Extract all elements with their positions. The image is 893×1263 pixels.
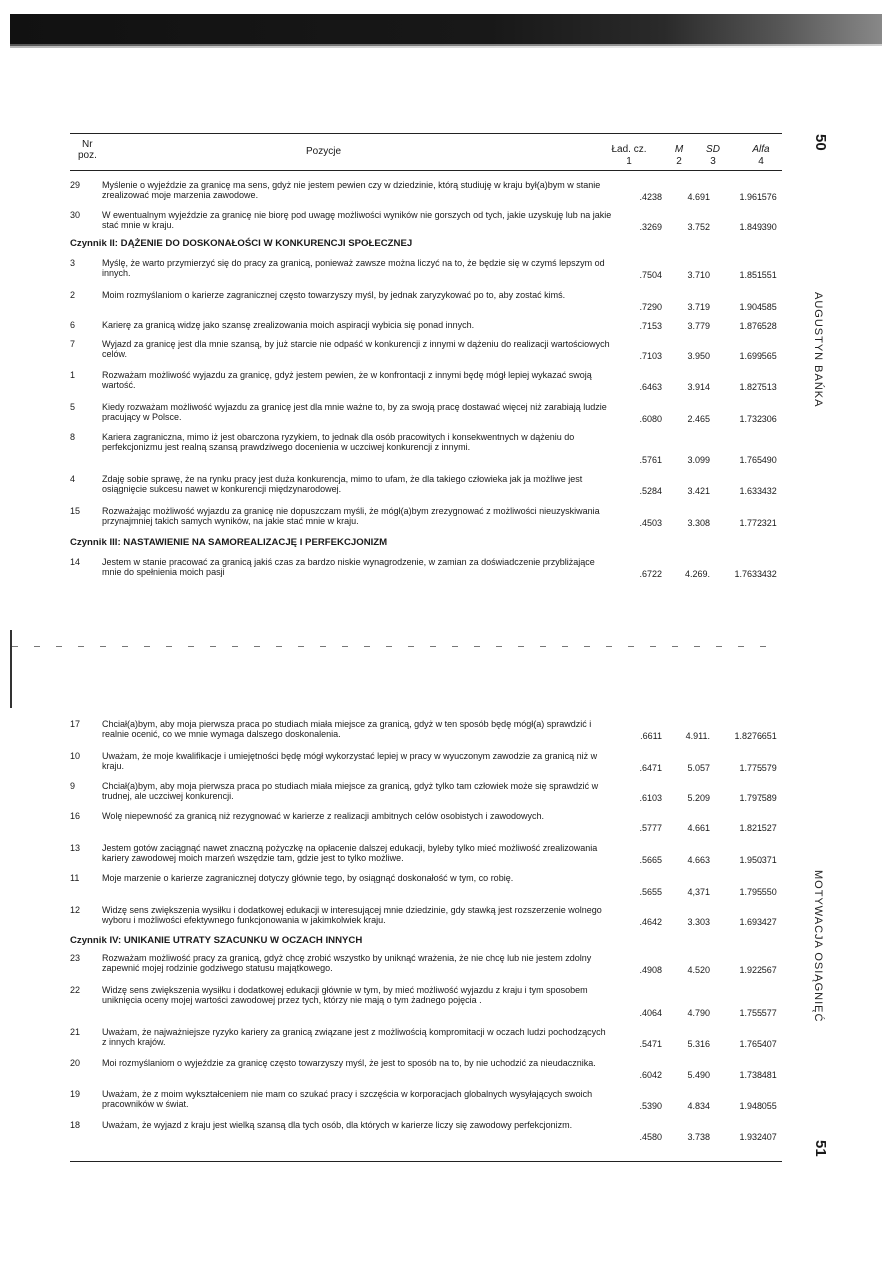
row-alpha: .567	[759, 964, 777, 975]
header-loading: Ład. cz.	[611, 144, 647, 155]
table-row	[70, 258, 782, 280]
row-alpha: .390	[759, 221, 777, 232]
row-alpha: .550	[759, 886, 777, 897]
row-mean: 3.710	[687, 269, 710, 280]
row-loading: .6463	[639, 381, 662, 392]
table-row	[70, 953, 782, 975]
row-nr: 14	[70, 557, 81, 567]
table-row	[70, 873, 782, 897]
row-text: Widzę sens zwiększenia wysiłku i dodatkowej edukacji głównie w tym, by mieć możliwość wyjazdu z kraju i tym sposobem uniknięcia oceny mojej wartości zawodowej przez tych, którzy nie mają o tym żadnego pojęcia .	[102, 985, 588, 1006]
row-mean: 3.914	[687, 381, 710, 392]
table-row	[70, 474, 782, 496]
row-text: Widzę sens zwiększenia wysiłku i dodatkowej edukacji w interesującej mnie dziedzinie, gdy stawką jest rozszerzenie wolnego wyboru i możliwości efektywnego funkcjonowania w jakimkolwiek kraju.	[102, 905, 602, 926]
row-sd: 1.950	[739, 854, 762, 865]
row-alpha: .371	[759, 854, 777, 865]
row-mean: 4.663	[687, 854, 710, 865]
row-mean: 3.303	[687, 916, 710, 927]
row-mean: 4,371	[687, 886, 710, 897]
row-nr: 23	[70, 953, 81, 963]
row-sd: 1.755	[739, 1007, 762, 1018]
row-text: Uważam, że najważniejsze ryzyko kariery za granicą związane jest z możliwością kompromitacji w oczach ludzi pochodzących z innych krajów.	[102, 1027, 606, 1048]
row-loading: .6722	[639, 568, 662, 579]
row-text: Kariera zagraniczna, mimo iż jest obarczona ryzykiem, to jednak dla osób pracowitych i konsekwentnych w dążeniu do perfekcjonizmu jest realną szansą prawdziwego docenienia w uczciwej konkurencji z innymi.	[102, 432, 575, 453]
row-alpha: .407	[759, 1131, 777, 1142]
table-row	[70, 210, 782, 232]
row-nr: 21	[70, 1027, 81, 1037]
table-row	[70, 339, 782, 361]
page-break-mark	[12, 646, 772, 647]
row-sd: 1.772	[739, 517, 762, 528]
row-alpha: .565	[759, 350, 777, 361]
table-row	[70, 402, 782, 424]
table-row	[70, 557, 782, 579]
row-sd: 1.633	[739, 485, 762, 496]
table-top-rule	[70, 133, 782, 134]
row-text: Wolę niepewność za granicą niż rezygnować w karierze z realizacji ambitnych celów osobistych i zawodowych.	[102, 811, 545, 821]
row-text: Moim rozmyślaniom o karierze zagranicznej często towarzyszy myśl, by jednak zaryzykować po to, aby zostać kimś.	[102, 290, 566, 300]
row-mean: 5.316	[687, 1038, 710, 1049]
header-poz: poz.	[78, 150, 97, 161]
row-nr: 29	[70, 180, 81, 190]
header-items: Pozycje	[306, 146, 342, 157]
row-mean: 3.950	[687, 350, 710, 361]
row-text: Rozważam możliwość pracy za granicą, gdyż chcę zrobić wszystko by uniknąć wrażenia, że nie chcę lub nie jestem zdolny zapewnić mojej rodzinie godziwego statusu majątkowego.	[102, 953, 592, 974]
row-text: Wyjazd za granicę jest dla mnie szansą, by już starcie nie odpaść w konkurencji z innymi w dążeniu do realizacji wartościowych celów.	[102, 339, 610, 360]
row-alpha: .427	[759, 916, 777, 927]
row-mean: 3.779	[687, 320, 710, 331]
row-text: Moi rozmyślaniom o wyjeździe za granicę często towarzyszy myśl, że jest to sposób na to, by nie uchodzić za nieudacznika.	[102, 1058, 596, 1068]
row-alpha: .407	[759, 1038, 777, 1049]
row-nr: 6	[70, 320, 76, 330]
row-loading: .7103	[639, 350, 662, 361]
row-text: Uważam, że wyjazd z kraju jest wielką szansą dla tych osób, dla których w karierze liczy się zawodowy perfekcjonizm.	[102, 1120, 573, 1130]
header-sd: SD	[706, 144, 720, 155]
header-m: M	[674, 144, 684, 155]
row-sd: 1.797	[739, 792, 762, 803]
row-text: Chciał(a)bym, aby moja pierwsza praca po studiach miała miejsce za granicą, gdyż w ten sposób będę mógł(a) sprawdzić i realnie ocenić, co we mnie wymaga dalszego doskonalenia.	[102, 719, 592, 740]
row-text: Myślę, że warto przymierzyć się do pracy za granicą, ponieważ zawsze można liczyć na to, że będzie się w czymś lepszym od innych.	[102, 258, 605, 279]
table-row	[70, 751, 782, 773]
row-mean: 4.834	[687, 1100, 710, 1111]
table-row	[70, 506, 782, 528]
row-alpha: .321	[759, 517, 777, 528]
row-text: Jestem w stanie pracować za granicą jakiś czas za bardzo niskie wynagrodzenie, w zamian za doświadczenie przybliżające mnie do spełnienia moich pasji	[102, 557, 595, 578]
row-nr: 9	[70, 781, 76, 791]
row-mean: 3.738	[687, 1131, 710, 1142]
row-loading: .5761	[639, 454, 662, 465]
row-text: W ewentualnym wyjeździe za granicę nie biorę pod uwagę możliwości wyników nie gorszych od tych, jakie uzyskuję lub na jakie stać mnie w kraju.	[102, 210, 612, 231]
row-loading: .7153	[639, 320, 662, 331]
table-bottom-rule	[70, 1161, 782, 1162]
row-nr: 18	[70, 1120, 81, 1130]
running-head-author: AUGUSTYN BAŃKA	[812, 292, 824, 408]
row-mean: 4.269.	[684, 568, 710, 579]
row-mean: 2.465	[687, 413, 710, 424]
row-sd: 1.876	[739, 320, 762, 331]
row-sd: 1.7633	[734, 568, 762, 579]
row-alpha: .055	[759, 1100, 777, 1111]
row-sd: 1.922	[739, 964, 762, 975]
row-mean: 3.308	[687, 517, 710, 528]
row-alpha: .585	[759, 301, 777, 312]
row-nr: 12	[70, 905, 81, 915]
page-number-bottom: 51	[812, 1140, 829, 1157]
row-sd: 1.827	[739, 381, 762, 392]
table-row	[70, 985, 782, 1018]
row-loading: .4580	[639, 1131, 662, 1142]
row-loading: .3269	[639, 221, 662, 232]
header-m-num: 2	[676, 156, 682, 167]
table-row	[70, 1089, 782, 1111]
row-nr: 13	[70, 843, 81, 853]
row-sd: 1.821	[739, 822, 762, 833]
table-row	[70, 719, 782, 741]
row-alpha: .589	[759, 792, 777, 803]
row-loading: .5471	[639, 1038, 662, 1049]
row-mean: 3.421	[687, 485, 710, 496]
factor-heading-2: Czynnik II: DĄŻENIE DO DOSKONAŁOŚCI W KONKURENCJI SPOŁECZNEJ	[70, 238, 413, 249]
row-loading: .7504	[639, 269, 662, 280]
row-text: Moje marzenie o karierze zagranicznej dotyczy głównie tego, by osiągnąć doskonałość w tym, co robię.	[102, 873, 514, 883]
row-text: Uważam, że z moim wykształceniem nie mam co szukać pracy i szczęścia w korporacjach globalnych wysyłających swoich pracowników w świat.	[102, 1089, 593, 1110]
page-edge-mark	[10, 630, 12, 708]
table-row	[70, 905, 782, 927]
row-mean: 5.057	[687, 762, 710, 773]
row-nr: 2	[70, 290, 76, 300]
row-alpha: .432	[759, 568, 777, 579]
row-sd: 1.693	[739, 916, 762, 927]
table-row	[70, 811, 782, 833]
row-text: Zdaję sobie sprawę, że na rynku pracy jest duża konkurencja, mimo to ufam, że dla takiego człowieka jak ja możliwe jest osiągnięcie sukcesu nawet w konkurencji międzynarodowej.	[102, 474, 583, 495]
row-loading: .5655	[639, 886, 662, 897]
table-row	[70, 1120, 782, 1142]
row-mean: 4.790	[687, 1007, 710, 1018]
row-sd: 1.961	[739, 191, 762, 202]
row-nr: 7	[70, 339, 76, 349]
row-alpha: .481	[759, 1069, 777, 1080]
table-header-rule	[70, 170, 782, 171]
row-alpha: .528	[759, 320, 777, 331]
row-text: Rozważając możliwość wyjazdu za granicę nie dopuszczam myśli, że mógł(a)bym zrezygnować z możliwości nieuzyskiwania przynajmniej takich samych wyników, na jakie stać mnie w kraju.	[102, 506, 600, 527]
row-nr: 30	[70, 210, 81, 220]
row-nr: 20	[70, 1058, 81, 1068]
row-mean: 4.520	[687, 964, 710, 975]
row-alpha: .579	[759, 762, 777, 773]
scan-top-band-fade	[10, 44, 882, 48]
row-nr: 19	[70, 1089, 81, 1099]
row-alpha: .490	[759, 454, 777, 465]
row-mean: 4.911.	[685, 730, 710, 741]
table-row	[70, 432, 782, 465]
row-sd: 1.732	[739, 413, 762, 424]
row-sd: 1.775	[739, 762, 762, 773]
table-row	[70, 320, 782, 331]
row-loading: .6080	[639, 413, 662, 424]
row-loading: .6103	[639, 792, 662, 803]
row-mean: 4.691	[687, 191, 710, 202]
table-row	[70, 781, 782, 803]
factor-heading-4: Czynnik IV: UNIKANIE UTRATY SZACUNKU W OCZACH INNYCH	[70, 935, 363, 946]
row-loading: .6471	[639, 762, 662, 773]
row-sd: 1.699	[739, 350, 762, 361]
row-mean: 3.719	[687, 301, 710, 312]
row-nr: 16	[70, 811, 81, 821]
header-alfa: Alfa	[752, 144, 770, 155]
row-loading: .5390	[639, 1100, 662, 1111]
row-mean: 4.661	[687, 822, 710, 833]
row-sd: 1.765	[739, 1038, 762, 1049]
row-loading: .6611	[640, 730, 662, 741]
row-nr: 8	[70, 432, 76, 442]
row-text: Karierę za granicą widzę jako szansę zrealizowania moich aspiracji wybicia się ponad innych.	[102, 320, 475, 330]
header-sd-num: 3	[710, 156, 716, 167]
scan-top-band	[10, 14, 882, 46]
row-nr: 1	[70, 370, 76, 380]
row-loading: .5777	[639, 822, 662, 833]
row-loading: .5665	[639, 854, 662, 865]
row-sd: 1.795	[739, 886, 762, 897]
header-nr: Nr	[82, 139, 93, 150]
row-text: Uważam, że moje kwalifikacje i umiejętności będę mógł wykorzystać lepiej w pracy w wyuczonym zawodzie za granicą niż w kraju.	[102, 751, 598, 772]
table-row	[70, 1058, 782, 1080]
table-row	[70, 1027, 782, 1049]
table-row	[70, 290, 782, 312]
row-loading: .4064	[639, 1007, 662, 1018]
row-alpha: .432	[759, 485, 777, 496]
page-number-top: 50	[812, 134, 829, 151]
row-text: Myślenie o wyjeździe za granicę ma sens, gdyż nie jestem pewien czy w dziedzinie, którą studiuję w kraju był(a)bym w stanie zrealizować moje marzenia zawodowe.	[102, 180, 601, 201]
row-loading: .5284	[639, 485, 662, 496]
row-nr: 4	[70, 474, 76, 484]
row-alpha: .576	[759, 191, 777, 202]
row-loading: .7290	[639, 301, 662, 312]
row-nr: 3	[70, 258, 76, 268]
row-nr: 5	[70, 402, 76, 412]
row-nr: 22	[70, 985, 81, 995]
row-sd: 1.849	[739, 221, 762, 232]
row-mean: 5.490	[687, 1069, 710, 1080]
row-nr: 11	[70, 873, 80, 883]
row-nr: 17	[70, 719, 81, 729]
row-mean: 5.209	[687, 792, 710, 803]
row-alpha: .551	[759, 269, 777, 280]
row-alpha: .651	[759, 730, 777, 741]
row-loading: .4238	[639, 191, 662, 202]
row-loading: .4503	[639, 517, 662, 528]
row-sd: 1.904	[739, 301, 762, 312]
row-text: Kiedy rozważam możliwość wyjazdu za granicę jest dla mnie ważne to, by za swoją pracę dostawać więcej niż zarabiają ludzie pracujący w Polsce.	[102, 402, 607, 423]
row-text: Rozważam możliwość wyjazdu za granicę, gdyż jestem pewien, że w konfrontacji z innymi będę mógł lepiej wykazać swoją wartość.	[102, 370, 592, 391]
table-row	[70, 370, 782, 392]
header-alfa-num: 4	[758, 156, 764, 167]
row-sd: 1.8276	[734, 730, 762, 741]
table-row	[70, 180, 782, 202]
row-alpha: .577	[759, 1007, 777, 1018]
row-mean: 3.752	[687, 221, 710, 232]
header-loading-num: 1	[626, 156, 632, 167]
row-alpha: .527	[759, 822, 777, 833]
row-sd: 1.948	[739, 1100, 762, 1111]
row-sd: 1.932	[739, 1131, 762, 1142]
row-nr: 15	[70, 506, 81, 516]
row-alpha: .306	[759, 413, 777, 424]
row-mean: 3.099	[687, 454, 710, 465]
row-text: Jestem gotów zaciągnąć nawet znaczną pożyczkę na opłacenie dalszej edukacji, byleby tylko mieć możliwość zrealizowania kariery zawodowej moich marzeń wszędzie tam, gdzie jest to tylko możliwe.	[102, 843, 598, 864]
row-sd: 1.851	[739, 269, 762, 280]
row-nr: 10	[70, 751, 81, 761]
factor-heading-3: Czynnik III: NASTAWIENIE NA SAMOREALIZACJĘ I PERFEKCJONIZM	[70, 537, 388, 548]
row-sd: 1.738	[739, 1069, 762, 1080]
row-loading: .4642	[639, 916, 662, 927]
row-sd: 1.765	[739, 454, 762, 465]
row-loading: .6042	[639, 1069, 662, 1080]
table-row	[70, 843, 782, 865]
running-head-title: MOTYWACJA OSIĄGNIĘĆ	[812, 870, 824, 1023]
row-text: Chciał(a)bym, aby moja pierwsza praca po studiach miała miejsce za granicą, gdyż tylko tam człowiek może się sprawdzić w trudnej, ale uczciwej konkurencji.	[102, 781, 599, 802]
row-loading: .4908	[639, 964, 662, 975]
row-alpha: .513	[759, 381, 777, 392]
